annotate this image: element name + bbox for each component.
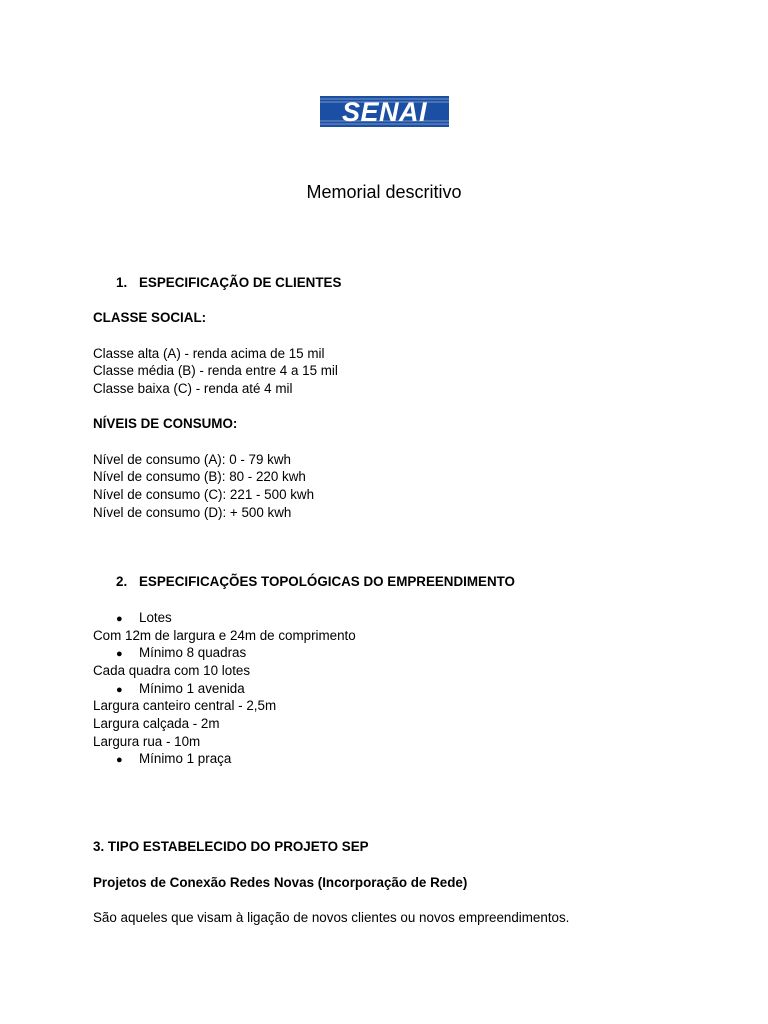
- classe-item: Classe baixa (C) - renda até 4 mil: [93, 381, 293, 396]
- section-1-number: 1.: [116, 275, 128, 290]
- nivel-item: Nível de consumo (A): 0 - 79 kwh: [93, 452, 291, 467]
- classe-item: Classe alta (A) - renda acima de 15 mil: [93, 346, 325, 361]
- section-1-heading: [116, 274, 341, 292]
- bullet-item-quadras: [116, 644, 246, 664]
- bullet-icon: ●: [116, 613, 123, 625]
- section-3-paragraph: São aqueles que visam à ligação de novos clientes ou novos empreendimentos.: [93, 910, 570, 925]
- section-2-heading: [116, 573, 515, 591]
- section-2-number: 2.: [116, 574, 128, 589]
- niveis-consumo-heading: NÍVEIS DE CONSUMO:: [93, 416, 238, 431]
- bullet-icon: ●: [116, 754, 123, 766]
- bullet-icon: ●: [116, 684, 123, 696]
- quadras-detail: Cada quadra com 10 lotes: [93, 663, 251, 678]
- bullet-item-praca: [116, 750, 231, 770]
- section-1-heading-text: ESPECIFICAÇÃO DE CLIENTES: [139, 275, 342, 290]
- bullet-label: Mínimo 1 avenida: [139, 681, 245, 696]
- classe-item: Classe média (B) - renda entre 4 a 15 mil: [93, 363, 338, 378]
- senai-logo-text: SENAI: [341, 97, 428, 127]
- avenida-detail: Largura calçada - 2m: [93, 716, 220, 731]
- section-2-heading-text: ESPECIFICAÇÕES TOPOLÓGICAS DO EMPREENDIMENTO: [139, 574, 515, 589]
- document-title: Memorial descritivo: [306, 182, 462, 202]
- avenida-detail: Largura canteiro central - 2,5m: [93, 698, 277, 713]
- section-3-heading: 3. TIPO ESTABELECIDO DO PROJETO SEP: [93, 839, 369, 854]
- classe-social-heading: CLASSE SOCIAL:: [93, 310, 207, 325]
- bullet-label: Mínimo 8 quadras: [139, 645, 247, 660]
- bullet-label: Lotes: [139, 610, 172, 625]
- bullet-label: Mínimo 1 praça: [139, 751, 232, 766]
- section-3-subheading: Projetos de Conexão Redes Novas (Incorporação de Rede): [93, 875, 468, 890]
- avenida-detail: Largura rua - 10m: [93, 734, 201, 749]
- bullet-item-lotes: [116, 609, 172, 629]
- nivel-item: Nível de consumo (B): 80 - 220 kwh: [93, 469, 306, 484]
- nivel-item: Nível de consumo (C): 221 - 500 kwh: [93, 487, 315, 502]
- nivel-item: Nível de consumo (D): + 500 kwh: [93, 505, 292, 520]
- senai-logo: [320, 96, 449, 127]
- lotes-detail: Com 12m de largura e 24m de comprimento: [93, 628, 356, 643]
- bullet-icon: ●: [116, 648, 123, 660]
